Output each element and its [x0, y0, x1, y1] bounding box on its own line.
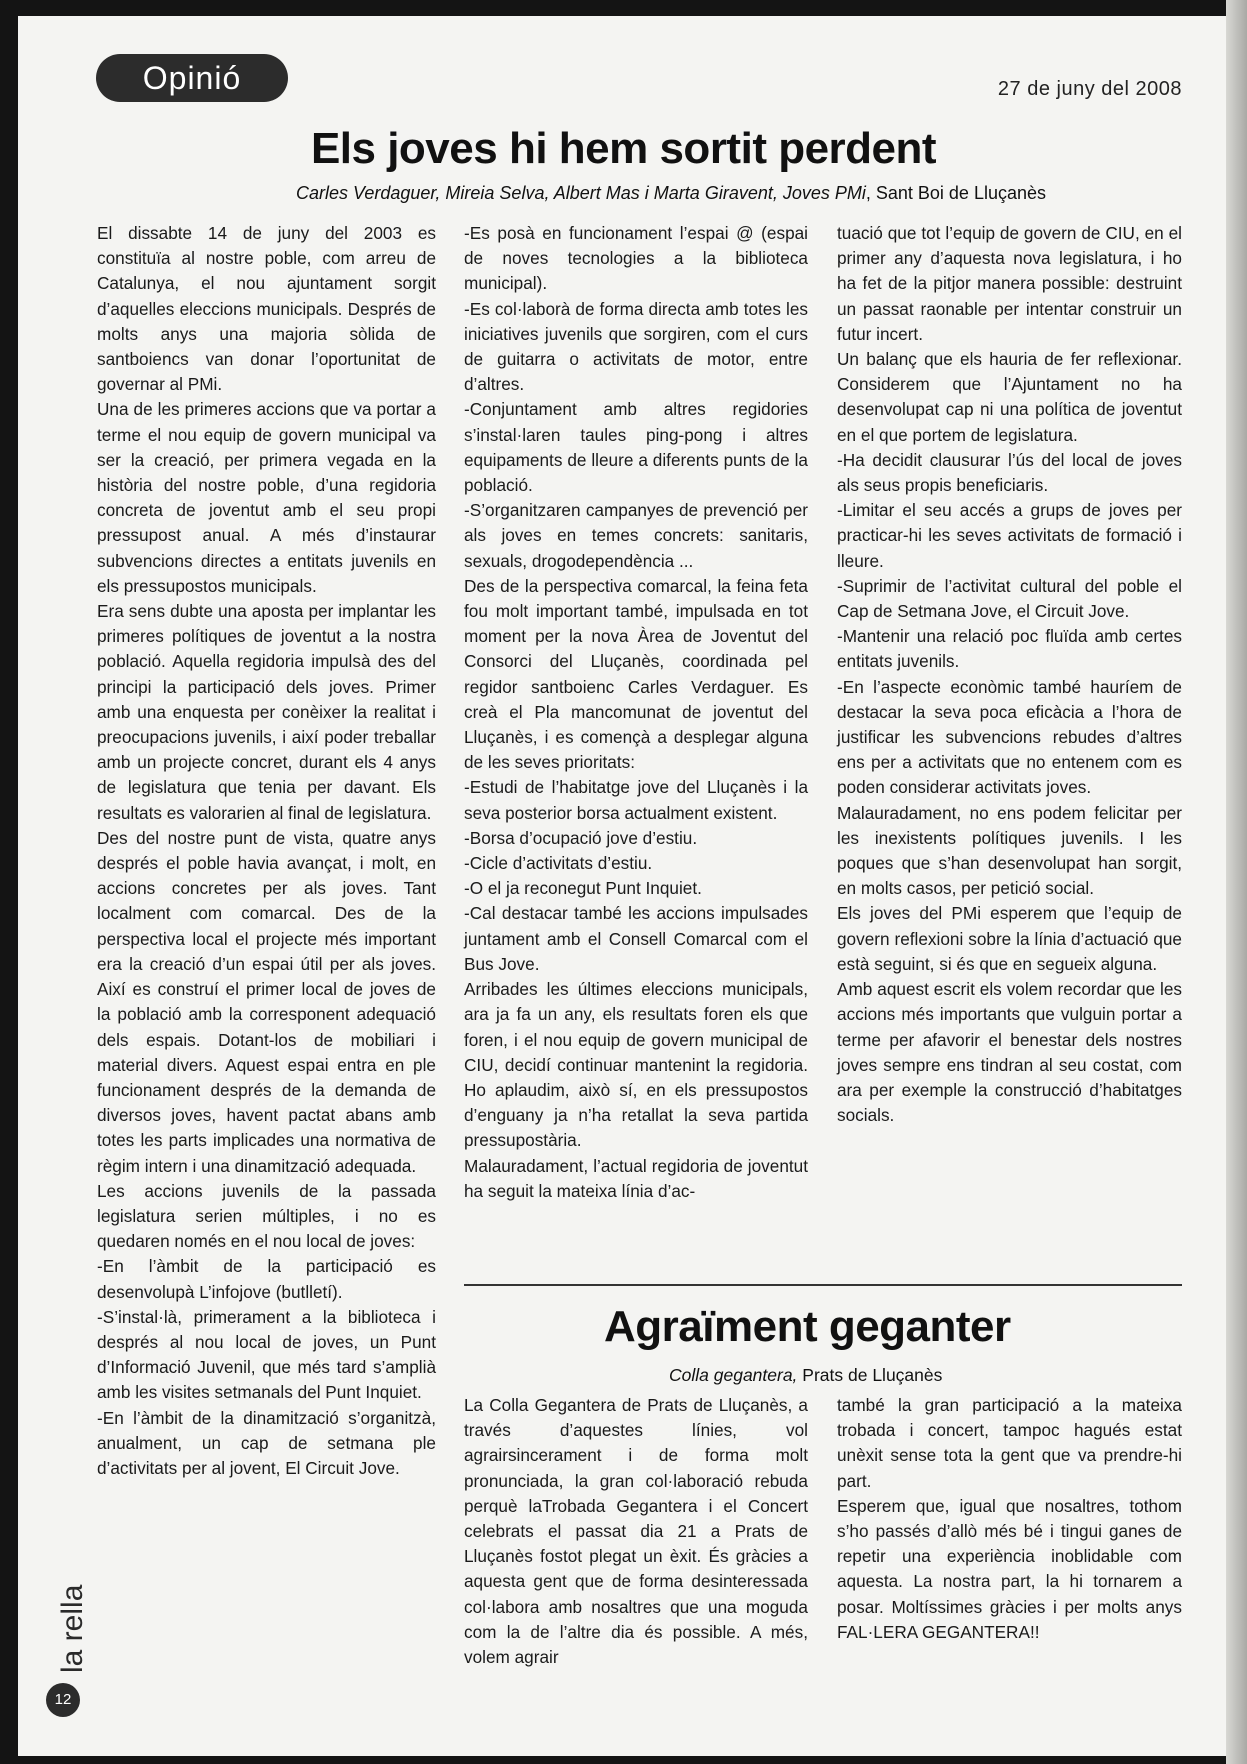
article-byline: [296, 183, 1046, 204]
paragraph: Una de les primeres accions que va portar a terme el nou equip de govern municipal va ser la creació, per primera vegada en la història del nostre poble, d’una regidoria concreta de joventut amb el seu propi pressupost anual. A més d’instaurar subvencions directes a entitats juvenils en els pressupostos municipals.: [97, 399, 436, 596]
paragraph: Des de la perspectiva comarcal, la feina feta fou molt important també, impulsada en tot moment per la nova Àrea de Joventut del Consorci del Lluçanès, coordinada pel regidor santboienc Carles Verdaguer. Es creà el Pla mancomunat de joventut del Lluçanès, i es començà a desplegar alguna de les seves prioritats:: [464, 575, 808, 773]
magazine-name-text: la rella: [56, 1584, 89, 1673]
paragraph: -Cal destacar també les accions impulsades juntament amb el Consell Comarcal com el Bus Jove.: [464, 903, 808, 974]
second-article-column-1: [464, 1393, 808, 1670]
next-page-edge: [1226, 0, 1247, 1764]
article-divider: [464, 1284, 1182, 1286]
byline-authors: Carles Verdaguer, Mireia Selva, Albert Mas i Marta Giravent, Joves PMi: [296, 183, 866, 203]
paragraph: -En l’àmbit de la dinamització s’organitzà, anualment, un cap de setmana ple d’activitats per al jovent, El Circuit Jove.: [97, 1407, 436, 1478]
paragraph: -Cicle d’activitats d’estiu.: [464, 853, 653, 874]
paragraph: -Limitar el seu accés a grups de joves per practicar-hi les seves activitats de formació i lleure.: [837, 500, 1182, 571]
paragraph: Les accions juvenils de la passada legislatura serien múltiples, i no es quedaren només en el nou local de joves:: [97, 1180, 436, 1252]
paragraph: -Es posà en funcionament l’espai @ (espai de noves tecnologies a la biblioteca municipal).: [464, 223, 808, 294]
issue-date: 27 de juny del 2008: [997, 78, 1182, 100]
article-title: Els joves hi hem sortit perdent: [310, 124, 937, 173]
section-badge: Opinió: [96, 54, 288, 102]
paragraph: -En l’aspecte econòmic també hauríem de destacar la seva poca eficàcia a l’hora de justificar les subvencions rebudes d’altres ens per a activitats que no entenem com es poden considerar activitats joves.: [837, 676, 1182, 798]
paragraph: -En l’àmbit de la participació es desenvolupà L’infojove (butlletí).: [97, 1256, 436, 1302]
article-column-2: [464, 221, 808, 1204]
paragraph: Malauradament, l’actual regidoria de joventut ha seguit la mateixa línia d’ac-: [464, 1155, 808, 1201]
paragraph: també la gran participació a la mateixa trobada i concert, tampoc hagués estat unèxit sense tota la gent que va prendre-hi part.: [837, 1395, 1182, 1491]
page-number: 12: [46, 1683, 80, 1717]
second-article-column-2: [837, 1393, 1182, 1645]
paragraph: Esperem que, igual que nosaltres, tothom s’ho passés d’allò més bé i tingui ganes de repetir una experiència inoblidable com aquesta. La nostra part, la hi tornarem a posar. Moltíssimes gràcies i per molts anys FAL·LERA GEGANTERA!!: [837, 1495, 1182, 1642]
paragraph: -Estudi de l’habitatge jove del Lluçanès i la seva posterior borsa actualment existent.: [464, 777, 808, 823]
byline-location: , Sant Boi de Lluçanès: [865, 183, 1046, 203]
paragraph: Malauradament, no ens podem felicitar per les inexistents polítiques juvenils. I les poques que s’han desenvolupat han sorgit, en molts casos, per petició social.: [837, 802, 1182, 899]
paragraph: -Ha decidit clausurar l’ús del local de joves als seus propis beneficiaris.: [837, 449, 1182, 496]
paragraph: -Conjuntament amb altres regidories s’instal·laren taules ping-pong i altres equipaments de lleure a diferents punts de la població.: [464, 399, 808, 496]
paragraph: -Es col·laborà de forma directa amb totes les iniciatives juvenils que sorgiren, com el curs de guitarra o activitats de motor, entre d’altres.: [464, 298, 808, 395]
paragraph: -Suprimir de l’activitat cultural del poble el Cap de Setmana Jove, el Circuit Jove.: [837, 575, 1182, 622]
paragraph: Des del nostre punt de vista, quatre anys després el poble havia avançat, i molt, en accions concretes per als joves. Tant localment com comarcal. Des de la perspectiva local el projecte més important era la creació d’un espai útil per als joves. Així es construí el primer local de joves de la població amb la corresponent adequació dels espais. Dotant-los de mobiliari i material divers. Aquest espai entra en ple funcionament després de la demanda de diversos joves, havent pactat abans amb totes les parts implicades una normativa de règim intern i una dinamització adequada.: [97, 827, 436, 1176]
article-column-3: [837, 221, 1182, 1128]
article-column-1: [97, 221, 436, 1481]
paragraph: -O el ja reconegut Punt Inquiet.: [464, 878, 702, 899]
second-article-title: Agraïment geganter: [604, 1302, 1011, 1351]
paragraph: -S’organitzaren campanyes de prevenció per als joves en temes concrets: sanitaris, sexuals, drogodependència ...: [464, 500, 808, 571]
paragraph: -Mantenir una relació poc fluïda amb certes entitats juvenils.: [837, 626, 1182, 672]
paragraph: -S’instal·là, primerament a la biblioteca i després al nou local de joves, un Punt d’Informació Juvenil, que més tard s’amplià amb les visites setmanals del Punt Inquiet.: [97, 1306, 436, 1403]
paragraph: Arribades les últimes eleccions municipals, ara ja fa un any, els resultats foren els que foren, i el nou equip de govern municipal de CIU, decidí continuar mantenint la regidoria. Ho aplaudim, això sí, en els pressupostos d’enguany ja n’ha retallat la seva partida pressupostària.: [464, 979, 808, 1151]
paragraph: Un balanç que els hauria de fer reflexionar. Considerem que l’Ajuntament no ha desenvolupat cap ni una política de joventut en el que portem de legislatura.: [837, 349, 1182, 445]
paragraph: Amb aquest escrit els volem recordar que les accions més importants que vulguin portar a terme per afavorir el benestar dels nostres joves sempre ens tindran al seu costat, com ara per exemple la construcció d’habitatges socials.: [837, 979, 1182, 1126]
byline-location: Prats de Lluçanès: [797, 1365, 943, 1385]
second-article-byline: [669, 1365, 942, 1386]
paragraph: El dissabte 14 de juny del 2003 es constituïa al nostre poble, com arreu de Catalunya, el nou ajuntament sorgit d’aquelles eleccions municipals. Després de molts anys una majoria sòlida de santboiencs van donar l’oportunitat de governar al PMi.: [97, 223, 436, 395]
paragraph: -Borsa d’ocupació jove d’estiu.: [464, 827, 698, 848]
paragraph: Era sens dubte una aposta per implantar les primeres polítiques de joventut a la nostra població. Aquella regidoria impulsà des del principi la participació dels joves. Primer amb una enquesta per conèixer la realitat i preocupacions juvenils, i així poder treballar amb un projecte concret, durant els 4 anys de legislatura que tenia per davant. Els resultats es valorarien al final de legislatura.: [97, 601, 436, 823]
paragraph: Els joves del PMi esperem que l’equip de govern reflexioni sobre la línia d’actuació que està seguint, si és que en segueix alguna.: [837, 903, 1182, 974]
paragraph: tuació que tot l’equip de govern de CIU, en el primer any d’aquesta nova legislatura, i ho ha fet de la pitjor manera possible: destruint un passat raonable per intentar construir un futur incert.: [837, 223, 1182, 344]
byline-author: Colla gegantera,: [669, 1365, 798, 1385]
magazine-name: [52, 1565, 92, 1675]
paragraph: La Colla Gegantera de Prats de Lluçanès, a través d’aquestes línies, vol agrairsincerament i de forma molt pronunciada, la gran col·laboració rebuda perquè laTrobada Gegantera i el Concert celebrats el passat dia 21 a Prats de Lluçanès fostot plegat un èxit. És gràcies a aquesta gent que de forma desinteressada col·labora amb nosaltres que una moguda com la de l’altre dia és possible. A més, volem agrair: [464, 1395, 808, 1668]
